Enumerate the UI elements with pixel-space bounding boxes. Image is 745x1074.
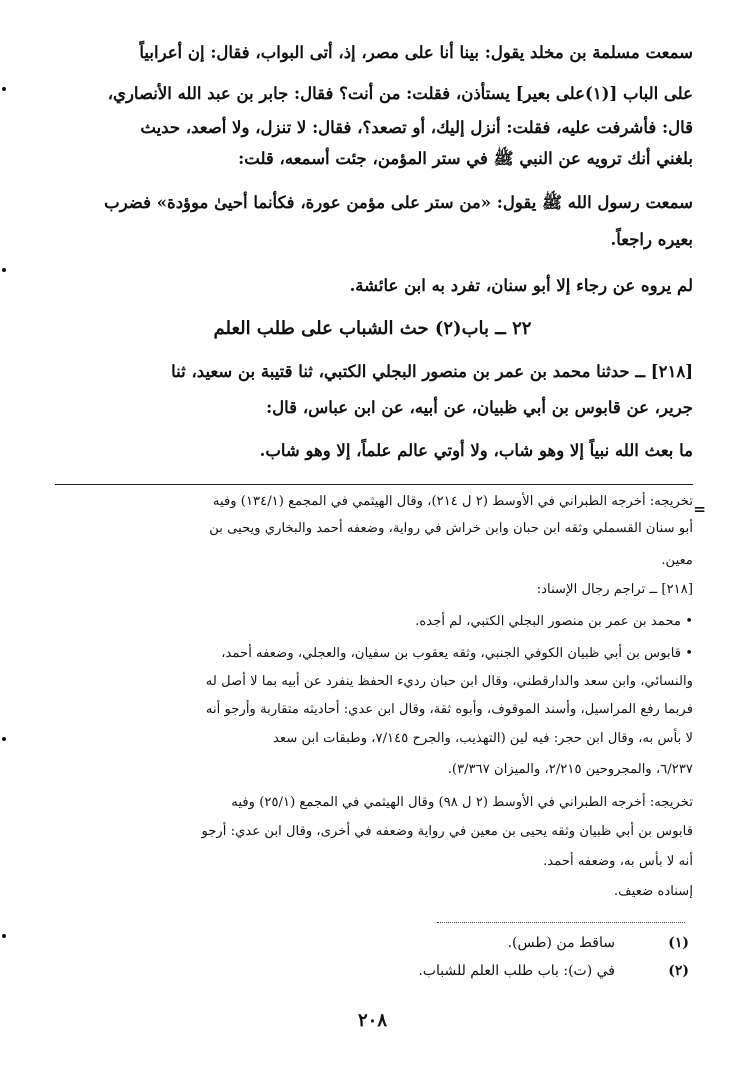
margin-mark [2, 268, 6, 272]
main-text-line: سمعت مسلمة بن مخلد يقول: بينا أنا على مصر، إذ، أتى البواب، فقال: إن أعرابياً [139, 43, 693, 62]
main-text-line: بلغني أنك ترويه عن النبي ﷺ في ستر المؤمن، جئت أسمعه، قلت: [238, 149, 693, 168]
note-line: تخريجه: أخرجه الطبراني في الأوسط (٢ ل ٢١٤)، وقال الهيثمي في المجمع (١٣٤/١) وفيه [212, 494, 693, 509]
note-line: [٢١٨] ــ تراجم رجال الإسناد: [536, 582, 693, 597]
footnote-separator [437, 922, 685, 923]
note-line: معين. [661, 553, 693, 568]
notes-separator [55, 484, 693, 485]
margin-mark [2, 934, 6, 938]
main-text-line: سمعت رسول الله ﷺ يقول: «من ستر على مؤمن عورة، فكأنما أحيىٰ موؤدة» فضرب [104, 193, 693, 212]
main-text-line: لم يروه عن رجاء إلا أبو سنان، تفرد به ابن عائشة. [349, 276, 693, 295]
hadith-line: ما بعث الله نبياً إلا وهو شاب، ولا أوتي عالم علماً، إلا وهو شاب. [259, 441, 693, 460]
note-line: لا بأس به، وقال ابن حجر: فيه لين (التهذيب، والجرح ٧/١٤٥، وطبقات ابن سعد [273, 731, 693, 746]
note-line: والنسائي، وابن سعد والدارقطني، وقال ابن حبان رديء الحفظ ينفرد عن أبيه بما لا أصل له [205, 674, 693, 689]
note-line: أنه لا بأس به، وضعفه أحمد. [543, 854, 693, 869]
main-text-line: قال: فأشرفت عليه، فقلت: أنزل إليك، أو تصعد؟، فقال: لا تنزل، ولا أصعد، حديث [140, 118, 693, 137]
note-line: • محمد بن عمر بن منصور البجلي الكتبي، لم أجده. [415, 614, 693, 629]
main-text-line: على الباب [(١)على بعير] يستأذن، فقلت: من أنت؟ فقال: جابر بن عبد الله الأنصاري، [107, 84, 693, 103]
margin-mark [2, 87, 6, 91]
note-line: قابوس بن أبي ظبيان وثقه يحيى بن معين في رواية وضعفه في أخرى، وقال ابن عدي: أرجو [201, 824, 693, 839]
note-line: ٦/٢٣٧، والمجروحين ٢/٢١٥، والميزان ٣/٣٦٧). [447, 762, 693, 777]
footnote-text: في (ت): باب طلب العلم للشباب. [418, 963, 615, 979]
note-line: تخريجه: أخرجه الطبراني في الأوسط (٢ ل ٩٨) وقال الهيثمي في المجمع (٢٥/١) وفيه [231, 795, 693, 810]
continuation-mark: = [693, 500, 706, 518]
footnote-number: (٢) [668, 963, 689, 979]
note-line: • قابوس بن أبي ظبيان الكوفي الجنبي، وثقه يعقوب بن سفيان، والعجلي، وضعفه أحمد، [221, 646, 693, 661]
page-number: ٢٠٨ [357, 1010, 387, 1031]
note-line: إسناده ضعيف. [613, 884, 693, 899]
main-text-line: بعيره راجعاً. [610, 230, 693, 249]
section-heading: ٢٢ ــ باب(٢) حث الشباب على طلب العلم [213, 318, 532, 339]
note-line: أبو سنان القسملي وثقه ابن حبان وابن خراش في رواية، وضعفه أحمد والبخاري ويحيى بن [209, 521, 693, 536]
footnote-number: (١) [668, 935, 689, 951]
hadith-line: جرير، عن قابوس بن أبي ظبيان، عن أبيه، عن ابن عباس، قال: [266, 398, 693, 417]
footnote-text: ساقط من (طس). [507, 935, 615, 951]
hadith-line: [٢١٨] ــ حدثنا محمد بن عمر بن منصور البجلي الكتبي، ثنا قتيبة بن سعيد، ثنا [171, 362, 693, 381]
margin-mark [2, 737, 6, 741]
note-line: فربما رفع المراسيل، وأسند الموقوف، وأبوه ثقة، وقال ابن عدي: أحاديثه متقاربة وأرجو أنه [205, 702, 693, 717]
